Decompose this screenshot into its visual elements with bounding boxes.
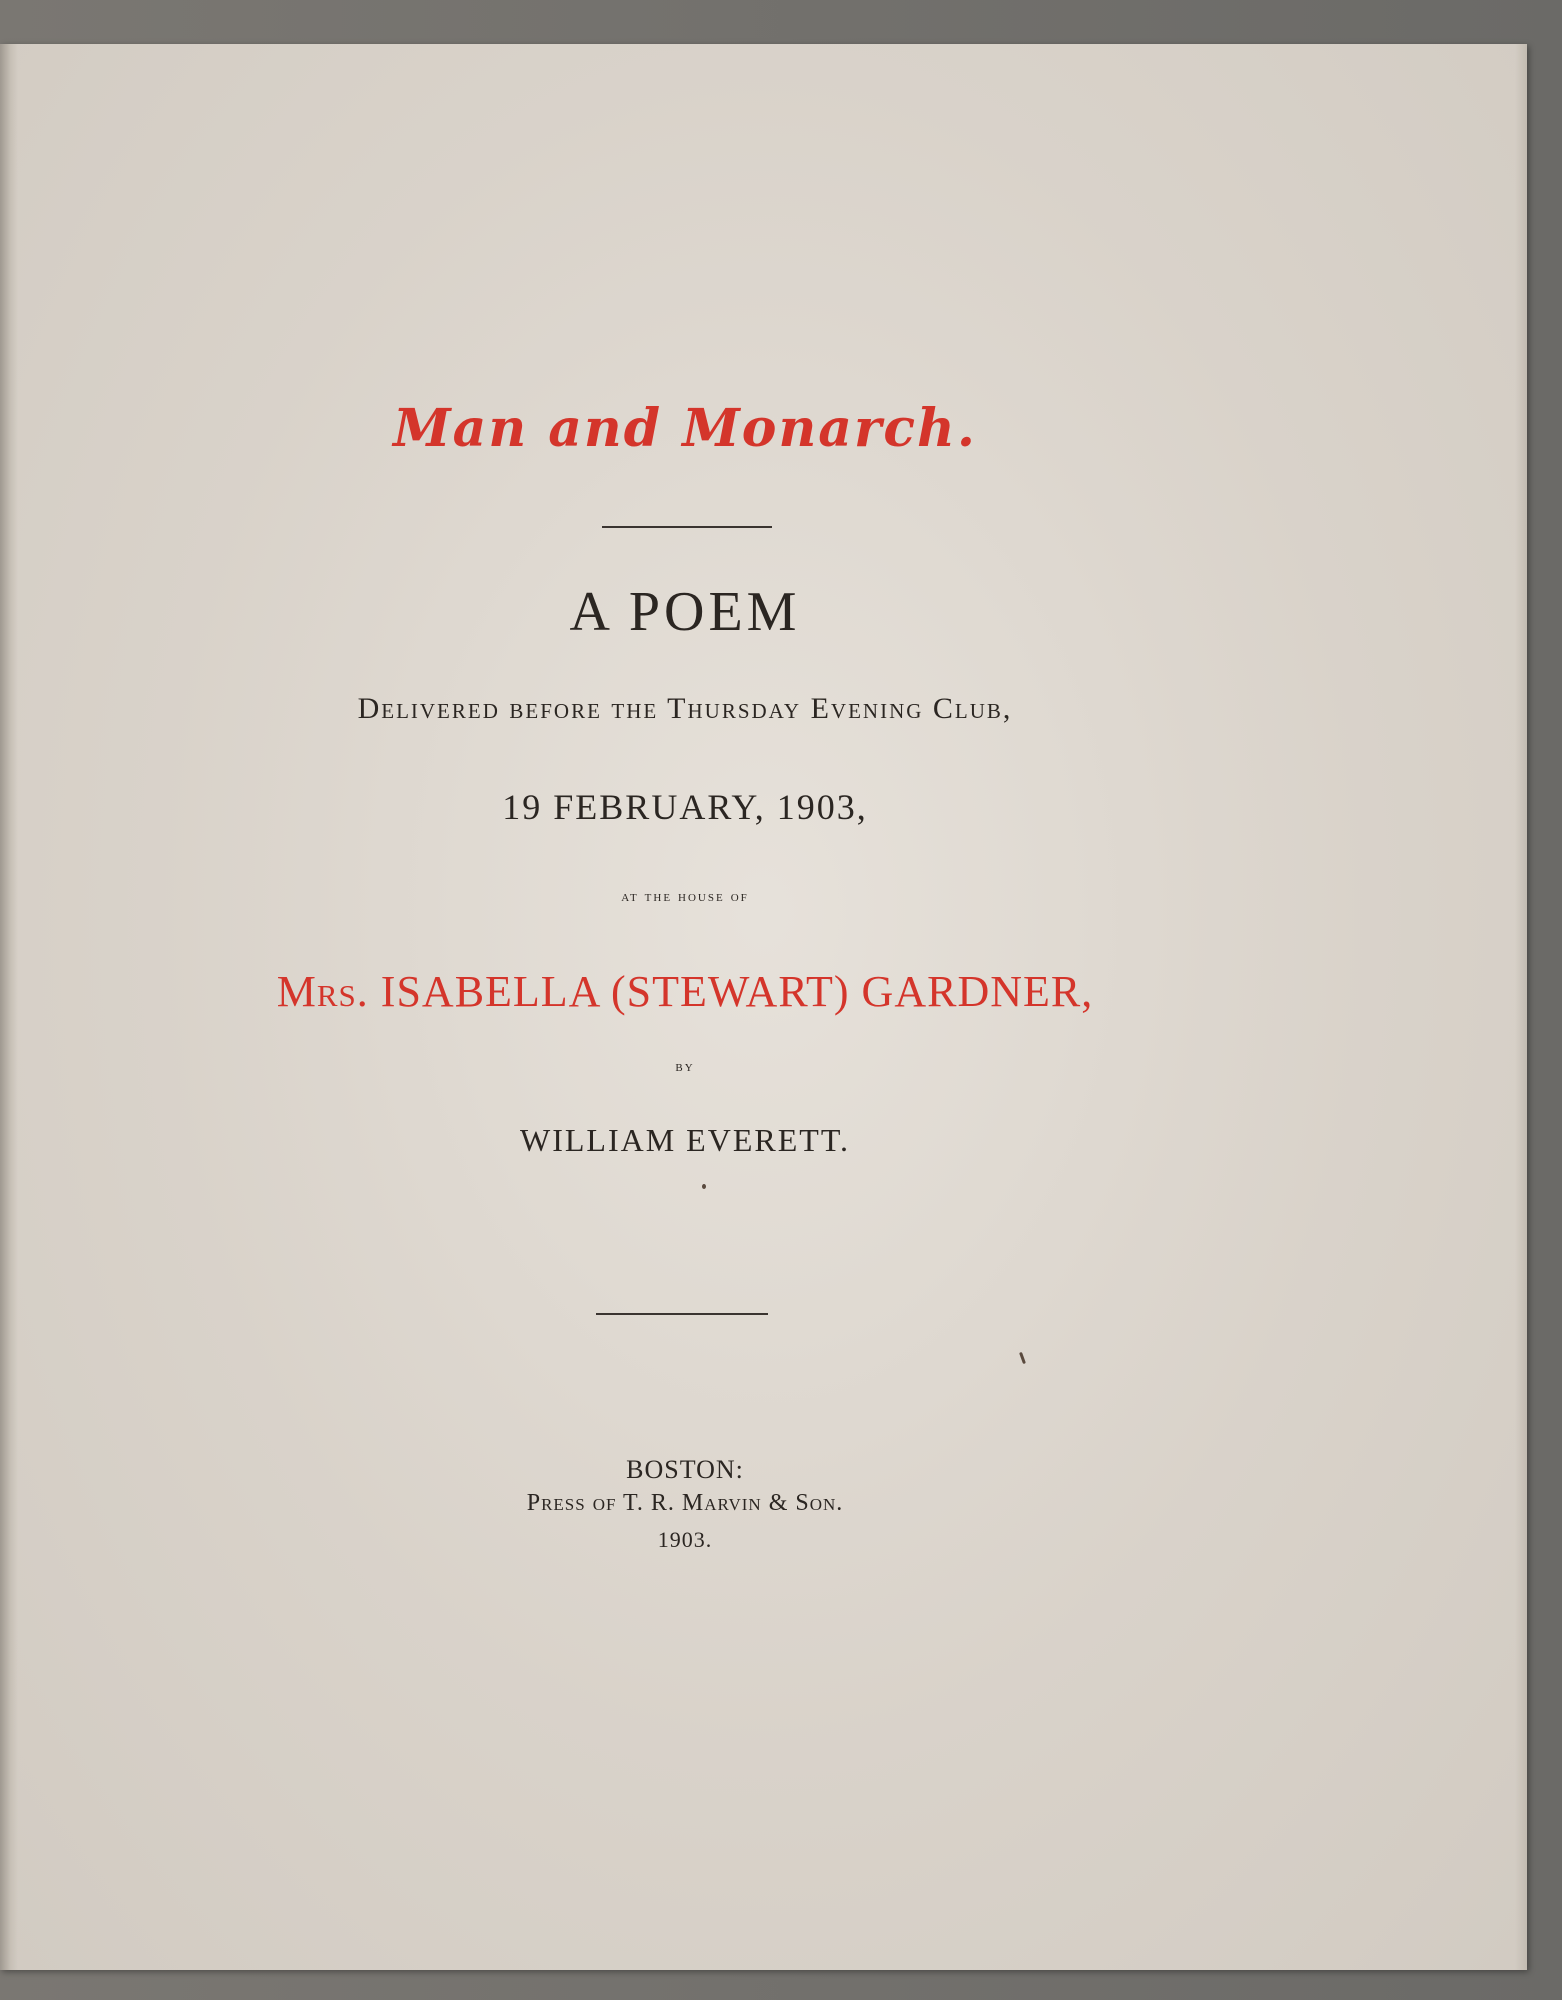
imprint-city: BOSTON: <box>626 1455 744 1484</box>
by-line: by <box>675 1058 695 1075</box>
book-title: Man and Monarch. <box>393 398 977 459</box>
date-line: 19 FEBRUARY, 1903, <box>502 787 868 827</box>
paper-speck <box>702 1184 706 1189</box>
imprint-press: Press of T. R. Marvin & Son. <box>526 1490 844 1516</box>
divider-rule-top <box>602 526 772 528</box>
house-line: at the house of <box>621 888 749 905</box>
subtitle: A POEM <box>569 581 801 643</box>
host-prefix: Mrs. <box>276 967 369 1016</box>
host-name: ISABELLA (STEWART) GARDNER, <box>380 967 1094 1016</box>
delivered-line: Delivered before the Thursday Evening Club, <box>357 692 1013 725</box>
author-name: WILLIAM EVERETT. <box>520 1122 850 1158</box>
imprint-year: 1903. <box>657 1527 713 1552</box>
host-line <box>0 966 1370 1017</box>
page-edge-right <box>1515 44 1527 1970</box>
divider-rule-bottom <box>596 1313 768 1315</box>
